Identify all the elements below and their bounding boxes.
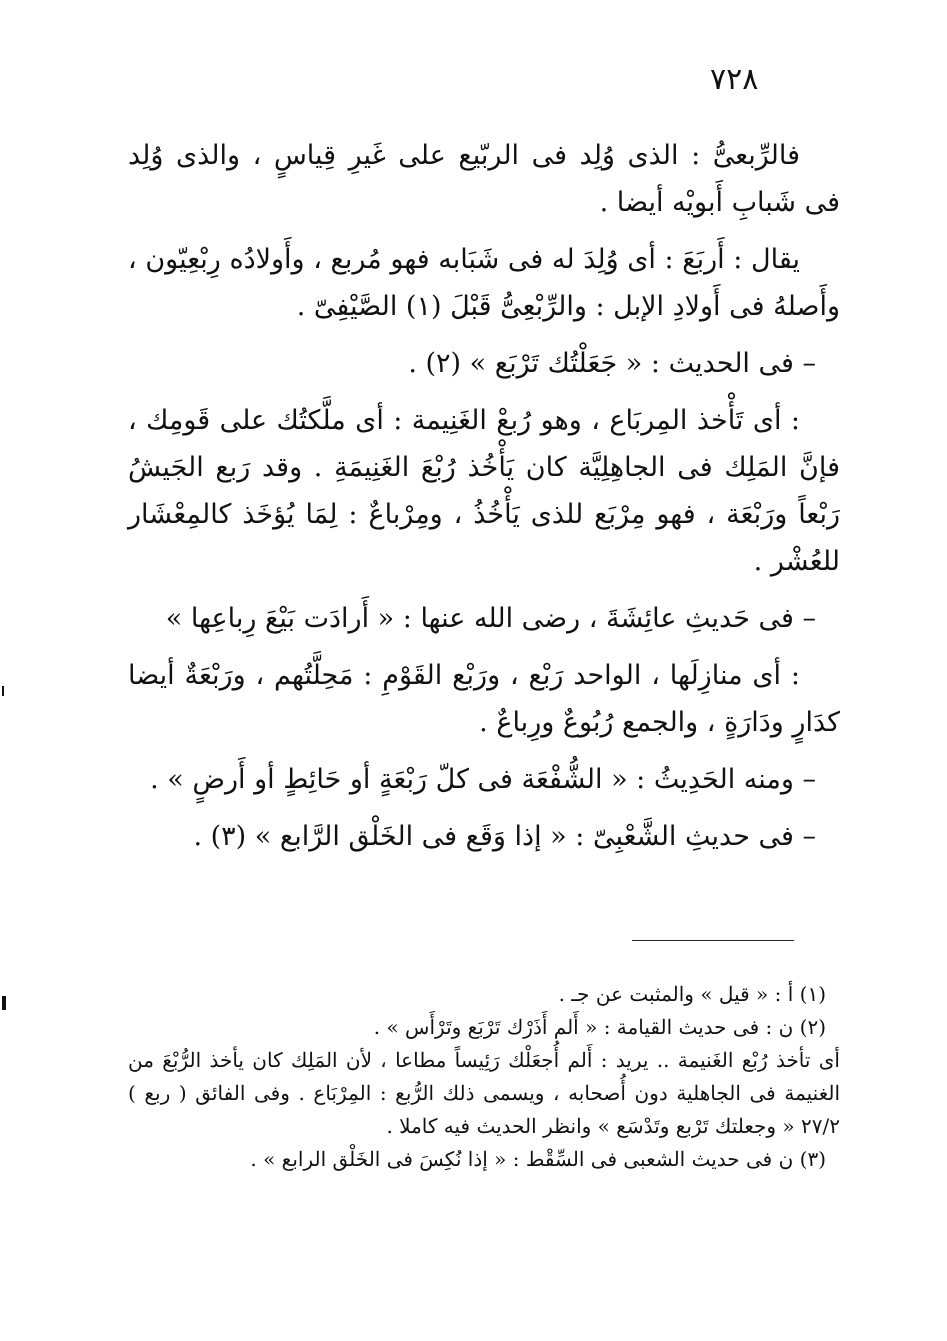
footnote-divider [632,940,794,941]
footnotes [128,978,840,1176]
margin-mark [2,996,6,1010]
margin-mark [2,686,4,696]
page-number: ٧٢٨ [710,62,759,97]
paragraph: يقال : أَربَعَ : أى وُلِدَ له فى شَبَابه فهو مُربع ، وأَولادُه رِبْعِيّون ، وأَصلهُ فى أَولادِ الإبل : والرِّبْعِىُّ قَبْلَ (١) الصَّيْفِىّ . [128,244,840,322]
paragraph: – فى حَديثِ عائِشَةَ ، رضى الله عنها : « أَرادَت بَيْعَ رِباعِها » [165,603,816,634]
paragraph: فالرِّبعىُّ : الذى وُلِد فى الربّيع على غَيرِ قِياسٍ ، والذى وُلِد فى شَبابِ أَبويْه أيضا . [128,140,840,218]
footnote-continuation: أى تأخذ رُبْع الغَنيمة .. يريد : أَلم أُجعَلْك رَئِيساً مطاعا ، لأن المَلِك كان يأخذ الرُّبْعَ من الغنيمة فى الجاهلية دون أُصحابه ، ويسمى ذلك الرُّبع : المِرْبَاع . وفى الفائق ( ربع ) ٢٧/٢ « وجعلتك تَرْبع وتَدْسَع » وانظر الحديث فيه كاملا . [128,1048,840,1138]
footnote: (٢) ن : فى حديث القيامة : « أَلم أَذَرْك تَرْبَع وتَرْأَس » . [373,1015,826,1039]
main-text [128,132,840,870]
paragraph: : أى منازِلَها ، الواحد رَبْع ، ورَبْع القَوْمِ : مَحِلَّتُهم ، ورَبْعَةٌ أيضا كدَارٍ ودَارَةٍ ، والجمع رُبُوعٌ ورِباعٌ . [128,660,840,738]
paragraph: – فى الحديث : « جَعَلْتُك تَرْبَع » (٢) . [408,348,816,379]
paragraph: – ومنه الحَدِيثُ : « الشُّفْعَة فى كلّ رَبْعَةٍ أو حَائِطٍ أو أَرضٍ » . [150,764,816,795]
footnote: (١) أ : « قيل » والمثبت عن جـ . [558,982,826,1006]
paragraph: : أى تَأْخذ المِربَاع ، وهو رُبعْ الغَنِيمة : أى ملَّكتُك على قَومِك ، فإنَّ المَلِك فى الجاهِلِيَّة كان يَأْخُذ رُبْعَ الغَنِيمَةِ . وقد رَبع الجَيشُ رَبْعاً ورَبْعَة ، فهو مِرْبَع للذى يَأْخُذُ ، ومِرْباعٌ : لِمَا يُؤخَذ كالمِعْشَار للعُشْر . [128,405,840,577]
paragraph: – فى حديثِ الشَّعْبِىّ : « إذا وَقَع فى الخَلْق الرَّابع » (٣) . [193,821,816,852]
footnote: (٣) ن فى حديث الشعبى فى السِّقْط : « إذا نُكِسَ فى الخَلْق الرابع » . [250,1147,826,1171]
